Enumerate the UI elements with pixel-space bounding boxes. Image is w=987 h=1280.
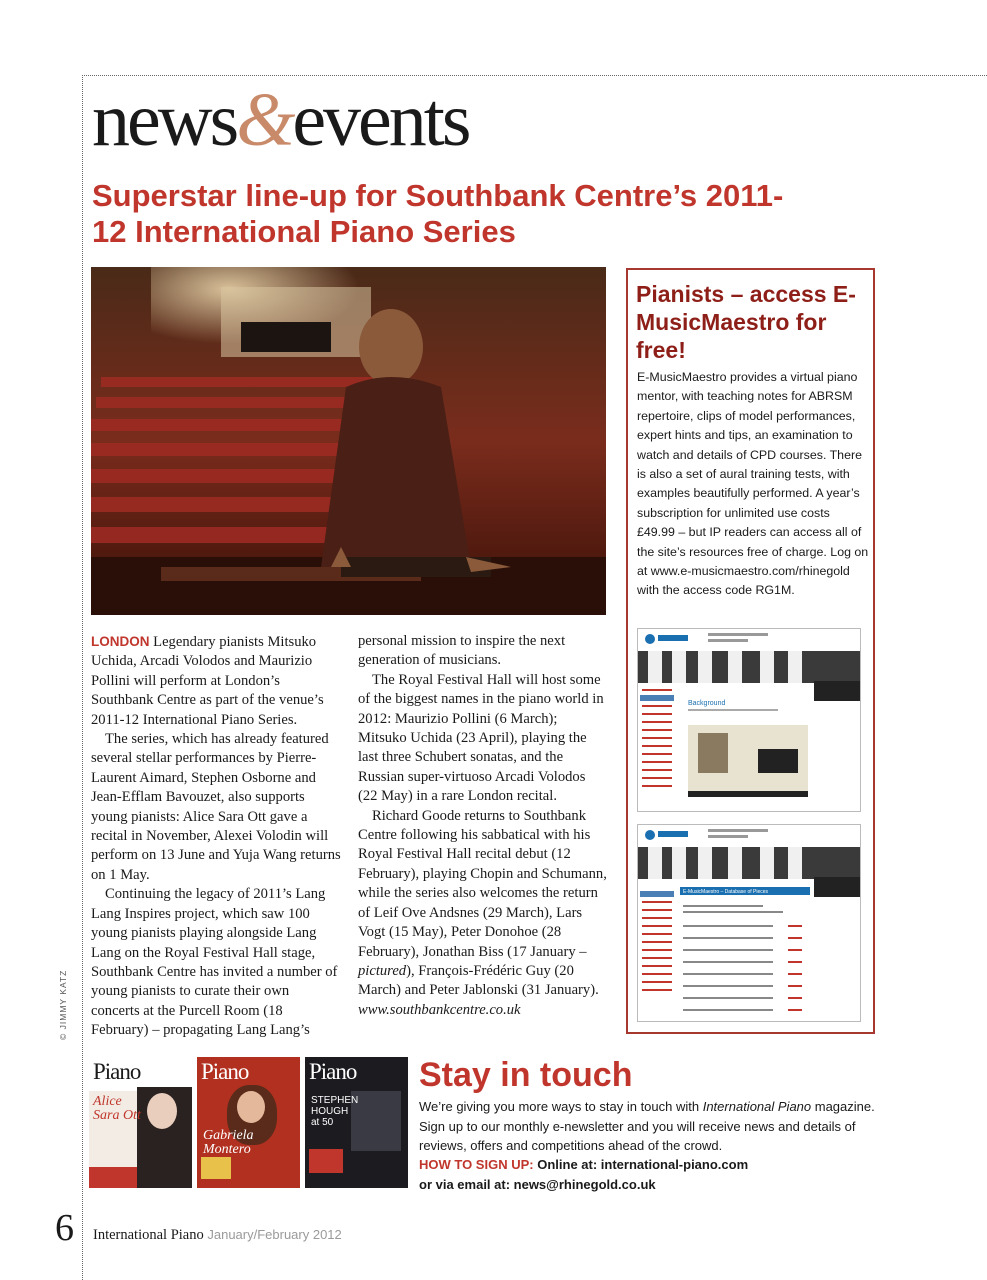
article-column-2 [358, 632, 608, 1020]
signup-info [419, 1155, 748, 1194]
left-rule [82, 75, 83, 1280]
cover-stephen-hough: Piano STEPHEN HOUGH at 50 [305, 1057, 408, 1188]
website-screenshot-2-illustration [638, 825, 860, 1021]
article-paragraph: Legendary pianists Mitsuko Uchida, Arcadi Volodos and Maurizio Pollini will perform at London’s Southbank Centre as part of the venue’s 2011-12 International Piano Series. [91, 634, 324, 728]
article-paragraph: Richard Goode returns to Southbank Centre following his sabbatical with his Royal Festival Hall recital debut (12 February), playing Chopin and Schumann, while the series also welcomes the return of Leif Ove Andsnes (29 March), Lars Vogt (15 May), Peter Donohoe (28 February), Jonathan Biss (17 January – pictured), François-Frédéric Guy (20 March) and Peter Jablonski (31 January). [358, 807, 607, 999]
article-url[interactable]: www.southbankcentre.co.uk [358, 1001, 521, 1018]
footer-title: International Piano January/February 2012 [93, 1227, 342, 1243]
signup-label: HOW TO SIGN UP: [419, 1157, 534, 1172]
signup-online-link[interactable]: Online at: international-piano.com [537, 1157, 749, 1172]
page-number: 6 [55, 1207, 74, 1249]
pianist-photo-illustration [91, 267, 606, 615]
screenshot-2-heading: E-MusicMaestro – Database of Pieces [683, 889, 769, 895]
screenshot-1-heading: Background [688, 700, 726, 707]
article-headline: Superstar line-up for Southbank Centre’s 2011-12 International Piano Series [92, 178, 784, 249]
article-paragraph: The series, which has already featured several stellar performances by Pierre-Laurent Aimard, Stephen Osborne and Jean-Efflam Bavouzet, also supports young pianists: Alice Sara Ott gave a recital in November, Alexei Volodin will perform on 13 June and Yuja Wang returns on 1 May. [91, 731, 341, 883]
article-paragraph: The Royal Festival Hall will host some of the biggest names in the piano world in 2012: Maurizio Pollini (6 March); Mitsuko Uchida (23 April), playing the last three Schubert sonatas, and the Russian super-virtuoso Arcadi Volodos (22 May) in a rare London recital. [358, 671, 604, 805]
pianist-photo [91, 267, 606, 615]
website-screenshot-1 [637, 628, 861, 812]
signup-email-link[interactable]: or via email at: news@rhinegold.co.uk [419, 1176, 656, 1192]
cover-gabriela-montero: Piano Gabriela Montero [197, 1057, 300, 1188]
article-paragraph: personal mission to inspire the next generation of musicians. [358, 633, 566, 669]
sidebar-body: E-MusicMaestro provides a virtual piano mentor, with teaching notes for ABRSM repertoire, clips of model performances, expert hints and tips, an examination to watch and details of CPD courses. There is also a set of aural training tests, with examples beautifully performed. A year’s subscription for unlimited use costs £49.99 – but IP readers can access all of the site’s resources free of charge. Log on at www.e-musicmaestro.com/rhinegold with the access code RG1M. [637, 370, 869, 598]
dateline: LONDON [91, 634, 150, 649]
top-rule [82, 75, 987, 76]
photo-credit: © JIMMY KATZ [58, 969, 68, 1040]
website-screenshot-2 [637, 824, 861, 1022]
cover-alice-sara-ott: Piano Alice Sara Ott [89, 1057, 192, 1188]
stay-in-touch-text: We’re giving you more ways to stay in touch with International Piano magazine. Sign up to our monthly e-newsletter and you will receive news and details of reviews, offers and competitions ahead of the crowd. [419, 1099, 875, 1153]
article-column-1 [91, 632, 341, 1041]
section-heading: news&events [92, 78, 469, 162]
website-screenshot-1-illustration [638, 629, 860, 811]
sidebar-title: Pianists – access E-MusicMaestro for free! [636, 281, 856, 363]
stay-in-touch-title: Stay in touch [419, 1056, 633, 1094]
article-paragraph: Continuing the legacy of 2011’s Lang Lang Inspires project, which saw 100 young pianists playing alongside Lang Lang on the Royal Festival Hall stage, Southbank Centre has invited a number of young pianists to curate their own concerts at the Purcell Room (18 February) – propagating Lang Lang’s [91, 886, 338, 1039]
